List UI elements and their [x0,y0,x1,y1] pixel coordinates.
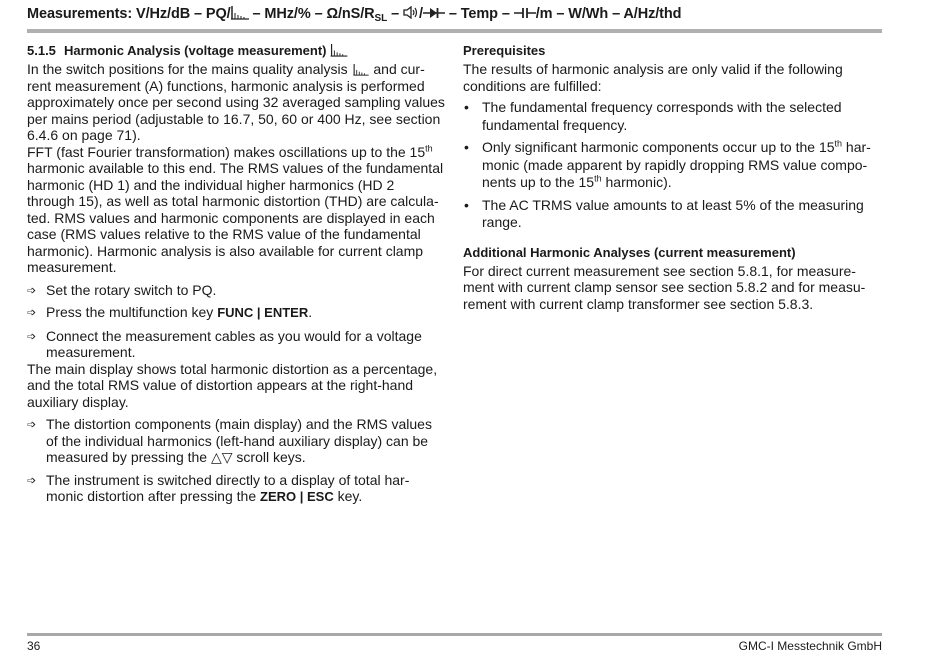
instruction-step [27,416,445,466]
capacitor-icon [514,7,536,19]
step-text: . [308,304,313,320]
header-text: / [418,6,423,22]
company-name: GMC-I Messtechnik GmbH [738,639,882,653]
harmonic-spectrum-icon [231,6,249,20]
bullet-text: har-monic (made apparent by rapidly dropping RMS value compo-nents up to the 15 [482,139,871,190]
intro-paragraph [27,61,445,144]
intro-text: In the switch positions for the mains quality analysis [27,61,352,77]
bullet-item [463,197,883,232]
step-text: scroll keys. [232,449,306,465]
prerequisites-intro: The results of harmonic analysis are only valid if the following conditions are fulfilled: [463,61,843,94]
speaker-icon [403,6,419,19]
page-header [27,6,887,24]
intro-text: and cur- [369,61,425,77]
harmonic-spectrum-icon [330,44,348,57]
bullet-text: The fundamental frequency corresponds with the selected fundamental frequency. [482,99,842,133]
bullet-dot: • [464,139,469,155]
step-text: The instrument is switched directly to a display of total har-monic distortion after pressing the [46,471,410,504]
header-text: – MHz/% – Ω/nS/R [248,6,375,22]
header-rule [27,29,882,33]
key-label: ZERO | ESC [260,489,334,504]
superscript: th [425,142,433,153]
section-number: 5.1.5 [27,43,56,58]
additional-text: For direct current measurement see section 5.8.1, for measure-ment with current clamp sensor see section 5.8.2 and for measu-rement with current clamp transformer see section 5.8.3. [463,262,866,312]
step-text: Set the rotary switch to PQ. [46,281,217,298]
arrow-icon: ➩ [27,307,37,319]
instruction-step [27,282,445,299]
fft-text: FFT (fast Fourier transformation) makes oscillations up to the 15 [27,143,426,160]
arrow-icon: ➩ [27,419,37,431]
bullet-dot: • [464,196,469,213]
page-number: 36 [27,639,41,653]
diode-icon [423,7,445,19]
superscript: th [834,138,843,149]
right-column [463,42,883,312]
arrow-icon: ➩ [27,330,37,343]
additional-heading: Additional Harmonic Analyses (current measurement) [463,244,796,260]
left-column [27,42,445,506]
fft-text: harmonic available to this end. The RMS values of the fundamental harmonic (HD 1) and the individual higher harmonics (HD 2 through 15), as well as total harmonic distortion (THD) are calcula-ted. RMS values and harmonic components are displayed in each case (RMS values relative to the RMS value of the fundamental harmonic). Harmonic analysis is also available for current clamp measurement. [27,160,444,275]
instruction-step [27,328,445,361]
section-title: Harmonic Analysis (voltage measurement) [64,43,327,58]
header-text: /m – W/Wh – A/Hz/thd [535,6,682,22]
prerequisites-heading: Prerequisites [463,43,546,58]
scroll-keys-label: △▽ [210,449,233,465]
arrow-icon: ➩ [27,474,37,487]
header-text: – Temp – [444,6,514,22]
page-header-title [27,6,887,24]
superscript: th [594,173,602,184]
footer-rule [27,633,882,636]
step-text: Press the multifunction key [46,304,218,320]
bullet-item [463,99,883,134]
header-text: – [387,6,403,22]
header-subscript: SL [374,13,388,24]
bullet-text: Only significant harmonic components occur up to the 15 [482,139,835,155]
key-label: FUNC | ENTER [217,305,309,320]
bullet-text: The AC TRMS value amounts to at least 5% of the measuring range. [482,196,864,230]
step-text: Connect the measurement cables as you would for a voltage measurement. [46,327,422,360]
header-text: Measurements: V/Hz/dB – PQ/ [27,6,231,22]
section-heading [27,42,445,59]
bullet-text: harmonic). [601,174,672,190]
arrow-icon: ➩ [27,284,37,297]
step-text: key. [333,488,363,504]
step-text: The distortion components (main display) and the RMS values of the individual harmonics (left-hand auxiliary display) can be measured by pressing the [46,416,432,465]
instruction-step [27,472,445,506]
harmonic-spectrum-icon [352,64,370,76]
fft-paragraph [27,144,445,276]
display-paragraph: The main display shows total harmonic distortion as a percentage, and the total RMS value of distortion appears at the right-hand auxiliary display. [27,360,438,410]
bullet-dot: • [464,99,469,115]
bullet-item [463,139,883,192]
instruction-step [27,304,445,322]
intro-text: rent measurement (A) functions, harmonic analysis is performed approximately once per second using 32 averaged sampling values per mains period (adjustable to 16.7, 50, 60 or 400 Hz, see section 6.4.6 on page 71). [27,77,445,143]
